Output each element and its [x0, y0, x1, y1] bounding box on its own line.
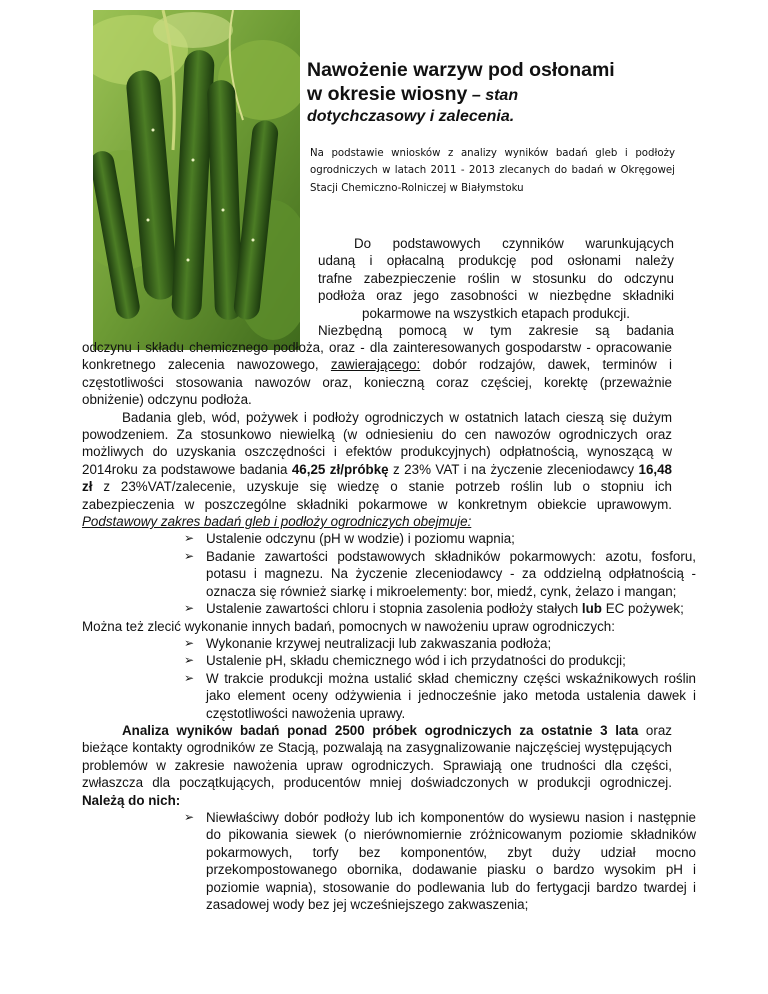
p1-underlined: zawierającego: — [330, 357, 421, 373]
list-item: ➢ Wykonanie krzywej neutralizacji lub zakwaszania podłoża; — [182, 635, 696, 652]
intro-line-5: pokarmowe na wszystkich etapach produkcji. — [362, 305, 630, 321]
p4-bold-lead: Analiza wyników badań ponad 2500 próbek ogrodniczych za ostatnie 3 lata — [122, 722, 639, 738]
intro-line-4: podłoża oraz jego zasobności w niezbędne składniki — [318, 288, 674, 304]
paragraph-1 — [82, 339, 672, 409]
price-per-sample: 46,25 zł/próbkę — [291, 461, 389, 477]
p4-text: oraz bieżące kontakty ogrodników ze Stacją, pozwalają na zasygnalizowanie najczęściej występujących problemów w zakresie nawożenia upraw ogrodniczych. Sprawiają one trudności dla części, zwłaszcza dla początkujących, producentów mniej doświadczonych w produkcji ogrodniczej. — [82, 722, 672, 791]
document-title — [307, 58, 747, 108]
intro-paragraph — [318, 235, 674, 339]
p1-text-b: dobór rodzajów, dawek, terminów i częstotliwości stosowania nawozów oraz, konieczną coraz częściej, korektę (przeważnie obniżenie) odczynu podłoża. — [82, 357, 672, 408]
title-line-2-suffix: – stan — [467, 87, 519, 104]
body-text — [82, 339, 696, 913]
list-item: ➢ W trakcie produkcji można ustalić skład chemiczny części wskaźnikowych roślin jako element oceny odżywienia i jednocześnie jako metoda ustalenia dawek i częstotliwości nawożenia uprawy. — [182, 670, 696, 722]
intro-line-1: Do podstawowych czynników warunkujących — [354, 236, 674, 251]
problems-list — [82, 809, 696, 913]
title-line-2-main: w okresie wiosny — [307, 83, 468, 105]
list-item: ➢ Ustalenie pH, składu chemicznego wód i ich przydatności do produkcji; — [182, 652, 696, 669]
p4-bold-end: Należą do nich: — [82, 792, 181, 808]
paragraph-2 — [82, 409, 672, 531]
p1-text-a: odczynu i składu chemicznego podłoża, oraz - dla zainteresowanych gospodarstw - opracowanie konkretnego zalecenia nawozowego, — [82, 340, 672, 373]
intro-line-6: Niezbędną pomocą w tym zakresie są badania — [318, 323, 674, 339]
list-item: ➢ Badanie zawartości podstawowych składników pokarmowych: azotu, fosforu, potasu i magnezu. Na życzenie zleceniodawcy - za oddzielną odpłatnością - oznacza się również siarkę i mikroelementy: bor, miedź, cynk, żelazo i mangan; — [182, 548, 696, 600]
list-item-bold: lub — [581, 601, 602, 617]
p2-text-b: z 23% VAT i na życzenie zleceniodawcy — [388, 461, 639, 477]
title-line-2 — [307, 82, 747, 108]
intro-line-3: trafne zabezpieczenie roślin w stosunku do odczynu — [318, 270, 674, 286]
source-note: Na podstawie wniosków z analizy wyników badań gleb i podłoży ogrodniczych w latach 2011 - 2013 zlecanych do badań w Okręgowej Stacji Chemiczno-Rolniczej w Białymstoku — [310, 148, 675, 194]
cucumber-photo — [93, 10, 300, 350]
paragraph-3: Można też zlecić wykonanie innych badań, pomocnych w nawożeniu upraw ogrodniczych: — [82, 618, 615, 634]
scope-list — [82, 530, 696, 617]
p2-text-a: Badania gleb, wód, pożywek i podłoży ogrodniczych w ostatnich latach cieszą się dużym powodzeniem. Za stosunkowo niewielką (w odniesieniu do cen nawozów ogrodniczych oraz możliwych do uzyskania oszczędności i efektów produkcyjnych) odpłatnością, wynoszącą w 2014roku za podstawowe badania — [82, 409, 672, 477]
scope-heading: Podstawowy zakres badań gleb i podłoży ogrodniczych obejmuje: — [82, 514, 472, 530]
other-tests-list — [82, 635, 696, 722]
p2-text-c: z 23%VAT/zalecenie, uzyskuje się wiedzę o stanie potrzeb roślin lub o stopniu ich zabezpieczenia w poszczególne składniki pokarmowe w konkretnym obiekcie uprawowym. — [82, 479, 672, 512]
price-per-recommendation: 16,48 zł — [82, 461, 673, 495]
title-line-3: dotychczasowy i zalecenia. — [307, 108, 515, 125]
list-item-text-end: EC pożywek; — [601, 601, 684, 617]
intro-line-2: udaną i opłacalną produkcję pod osłonami należy — [318, 253, 674, 269]
title-line-1: Nawożenie warzyw pod osłonami — [307, 59, 615, 81]
paragraph-4 — [82, 722, 672, 809]
list-item — [182, 600, 696, 617]
list-item-text: Ustalenie zawartości chloru i stopnia zasolenia podłoży stałych — [206, 601, 582, 617]
list-item: ➢ Niewłaściwy dobór podłoży lub ich komponentów do wysiewu nasion i następnie do pikowania siewek (o nierównomiernie zróżnicowanym poziomie składników pokarmowych, torfy bez komponentów, zbyt duży udział mocno przekompostowanego obornika, dodawanie piasku o bardzo wysokim pH i poziomie wapnia), stosowanie do podlewania lub do fertygacji bardzo twardej i zasadowej wody bez jej wcześniejszego zakwaszenia; — [182, 809, 696, 913]
list-item: ➢ Ustalenie odczynu (pH w wodzie) i poziomu wapnia; — [182, 530, 696, 547]
